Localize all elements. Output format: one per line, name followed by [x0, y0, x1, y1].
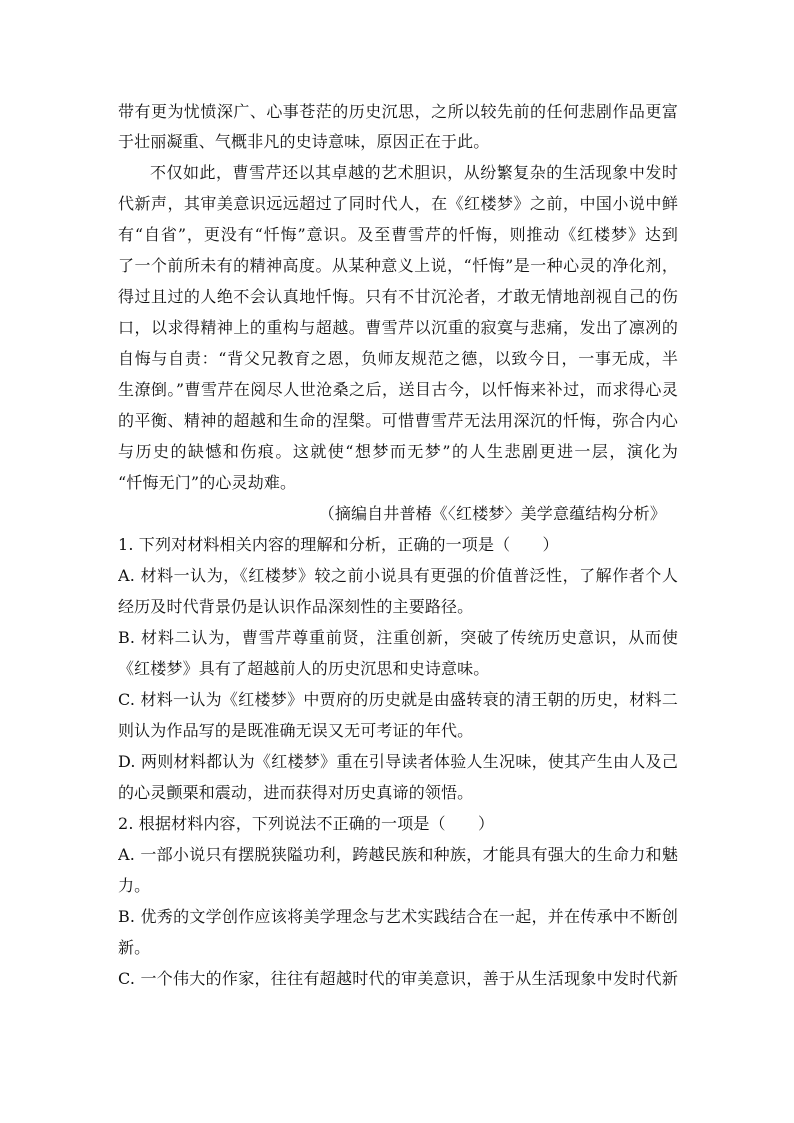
question-1-option-d: D. 两则材料都认为《红楼梦》重在引导读者体验人生况味，使其产生由人及己: [118, 752, 678, 771]
question-2-option-b: B. 优秀的文学创作应该将美学理念与艺术实践结合在一起，并在传承中不断创: [118, 907, 678, 926]
question-1-stem: 1. 下列对材料相关内容的理解和分析，正确的一项是（ ）: [118, 535, 559, 554]
text-line: 于壮丽凝重、气概非凡的史诗意味，原因正在于此。: [118, 132, 490, 151]
text-line: “忏悔无门”的心灵劫难。: [118, 473, 297, 492]
question-1-option-a-cont: 经历及时代背景仍是认识作品深刻性的主要路径。: [118, 597, 474, 616]
text-line: 与历史的缺憾和伤痕。这就使“想梦而无梦”的人生悲剧更进一层，演化为: [118, 442, 678, 461]
paragraph-first-line: 不仅如此，曹雪芹还以其卓越的艺术胆识，从纷繁复杂的生活现象中发时: [150, 163, 678, 182]
text-line: 生潦倒。”曹雪芹在阅尽人世沧桑之后，送目古今，以忏悔来补过，而求得心灵: [118, 380, 678, 399]
text-line: 有“自省”，更没有“忏悔”意识。及至曹雪芹的忏悔，则推动《红楼梦》达到: [118, 225, 678, 244]
text-line: 自悔与自责：“背父兄教育之恩，负师友规范之德，以致今日，一事无成，半: [118, 349, 678, 368]
question-1-option-c: C. 材料一认为《红楼梦》中贾府的历史就是由盛转衰的清王朝的历史，材料二: [118, 690, 678, 709]
question-1-option-a: A. 材料一认为，《红楼梦》较之前小说具有更强的价值普泛性，了解作者个人: [118, 566, 678, 585]
question-2-option-b-cont: 新。: [118, 938, 151, 957]
source-citation: （摘编自井普椿《〈红楼梦〉美学意蕴结构分析》: [318, 504, 666, 523]
question-2-option-a-cont: 力。: [118, 876, 151, 895]
question-2-option-c: C. 一个伟大的作家，往往有超越时代的审美意识，善于从生活现象中发时代新: [118, 969, 678, 988]
text-line: 得过且过的人绝不会认真地忏悔。只有不甘沉沦者，才敢无情地剖视自己的伤: [118, 287, 678, 306]
question-1-option-b: B. 材料二认为，曹雪芹尊重前贤，注重创新，突破了传统历史意识，从而使: [118, 628, 678, 647]
text-line: 的平衡、精神的超越和生命的涅槃。可惜曹雪芹无法用深沉的忏悔，弥合内心: [118, 411, 678, 430]
question-2-option-a: A. 一部小说只有摆脱狭隘功利，跨越民族和种族，才能具有强大的生命力和魅: [118, 845, 678, 864]
question-2-stem: 2. 根据材料内容，下列说法不正确的一项是（ ）: [118, 814, 495, 833]
text-line: 了一个前所未有的精神高度。从某种意义上说，“忏悔”是一种心灵的净化剂，: [118, 256, 678, 275]
text-line: 带有更为忧愤深广、心事苍茫的历史沉思，之所以较先前的任何悲剧作品更富: [118, 102, 678, 121]
question-1-option-c-cont: 则认为作品写的是既准确无误又无可考证的年代。: [118, 721, 474, 740]
text-line: 口，以求得精神上的重构与超越。曹雪芹以沉重的寂寞与悲痛，发出了凛冽的: [118, 318, 678, 337]
text-line: 代新声，其审美意识远远超过了同时代人，在《红楼梦》之前，中国小说中鲜: [118, 194, 678, 213]
question-1-option-d-cont: 的心灵颤栗和震动，进而获得对历史真谛的领悟。: [118, 783, 474, 802]
question-1-option-b-cont: 《红楼梦》具有了超越前人的历史沉思和史诗意味。: [118, 659, 490, 678]
